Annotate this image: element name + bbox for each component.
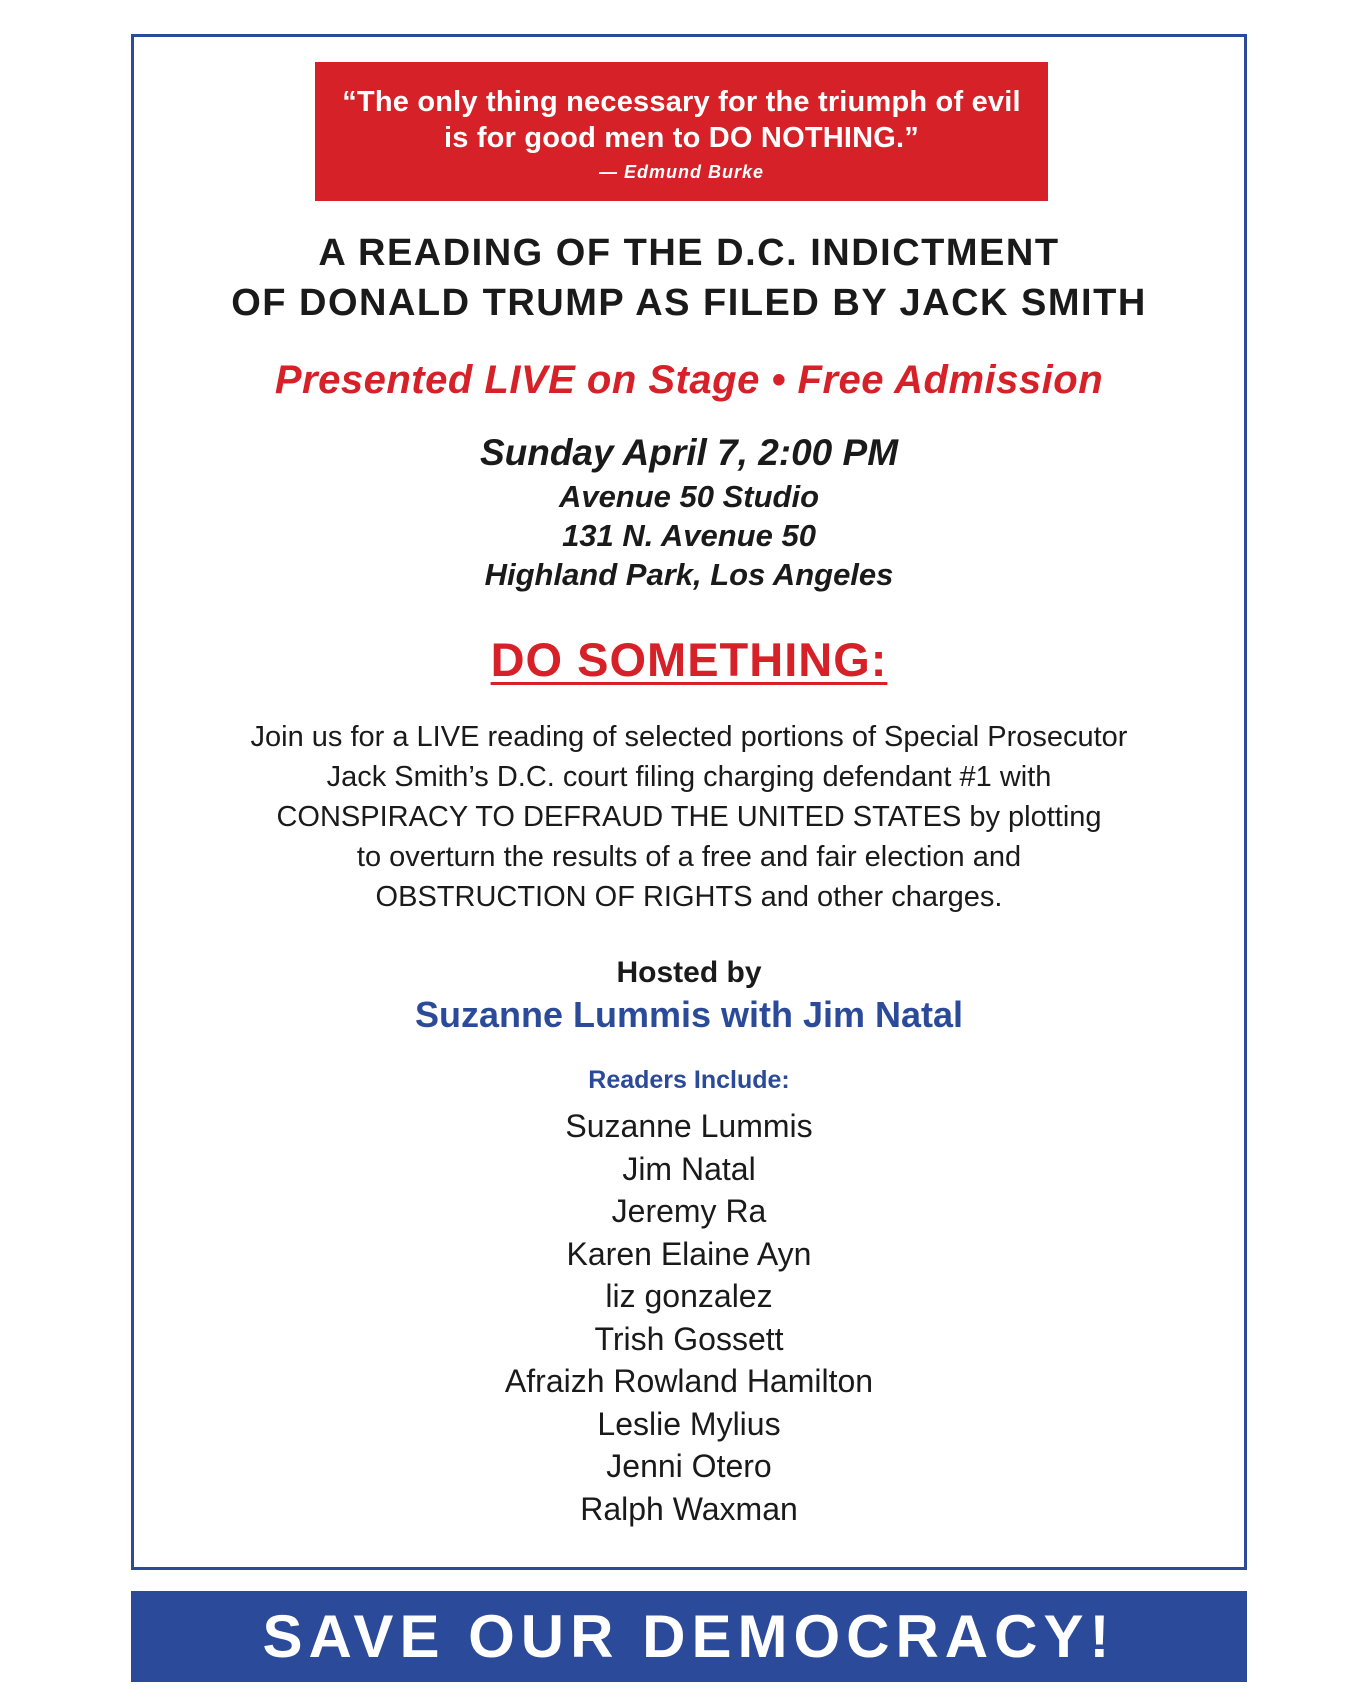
description-line: CONSPIRACY TO DEFRAUD THE UNITED STATES by plotting <box>276 801 1102 833</box>
description-line: Jack Smith’s D.C. court filing charging defendant #1 with <box>326 761 1052 793</box>
quote-line-2: is for good men to DO NOTHING.” <box>443 122 919 154</box>
footer-banner: SAVE OUR DEMOCRACY! <box>131 1591 1247 1682</box>
event-description <box>131 717 1247 917</box>
description-line: to overturn the results of a free and fair election and <box>356 841 1022 873</box>
reader-name: Leslie Mylius <box>597 1405 781 1442</box>
quote-banner <box>315 62 1048 201</box>
event-location <box>131 477 1247 594</box>
description-line: OBSTRUCTION OF RIGHTS and other charges. <box>375 881 1003 913</box>
description-line: Join us for a LIVE reading of selected portions of Special Prosecutor <box>250 721 1128 753</box>
reader-name: Karen Elaine Ayn <box>566 1235 812 1272</box>
headline-line-1: A READING OF THE D.C. INDICTMENT <box>318 232 1060 274</box>
presented-tagline: Presented LIVE on Stage • Free Admission <box>274 358 1104 402</box>
headline <box>131 228 1247 328</box>
readers-list <box>131 1105 1247 1530</box>
headline-line-2: OF DONALD TRUMP AS FILED BY JACK SMITH <box>231 282 1147 324</box>
reader-name: Suzanne Lummis <box>565 1108 813 1144</box>
event-city: Highland Park, Los Angeles <box>484 557 894 592</box>
quote-attribution: — Edmund Burke <box>598 162 764 182</box>
reader-name: Jeremy Ra <box>611 1193 767 1229</box>
readers-label: Readers Include: <box>588 1066 790 1094</box>
host-names: Suzanne Lummis with Jim Natal <box>414 994 964 1035</box>
reader-name: Afraizh Rowland Hamilton <box>504 1363 874 1399</box>
event-venue: Avenue 50 Studio <box>558 479 820 514</box>
reader-name: Ralph Waxman <box>580 1490 798 1527</box>
quote-line-1: “The only thing necessary for the triumph of evil <box>342 86 1021 118</box>
call-to-action-text: DO SOMETHING: <box>490 633 888 686</box>
reader-name: Trish Gossett <box>594 1320 784 1357</box>
reader-name: Jenni Otero <box>606 1448 772 1484</box>
call-to-action-heading <box>131 632 1247 687</box>
reader-name: liz gonzalez <box>605 1278 773 1314</box>
event-datetime: Sunday April 7, 2:00 PM <box>479 432 899 473</box>
hosted-by-label: Hosted by <box>616 956 762 989</box>
event-address: 131 N. Avenue 50 <box>562 518 816 553</box>
reader-name: Jim Natal <box>622 1150 756 1187</box>
